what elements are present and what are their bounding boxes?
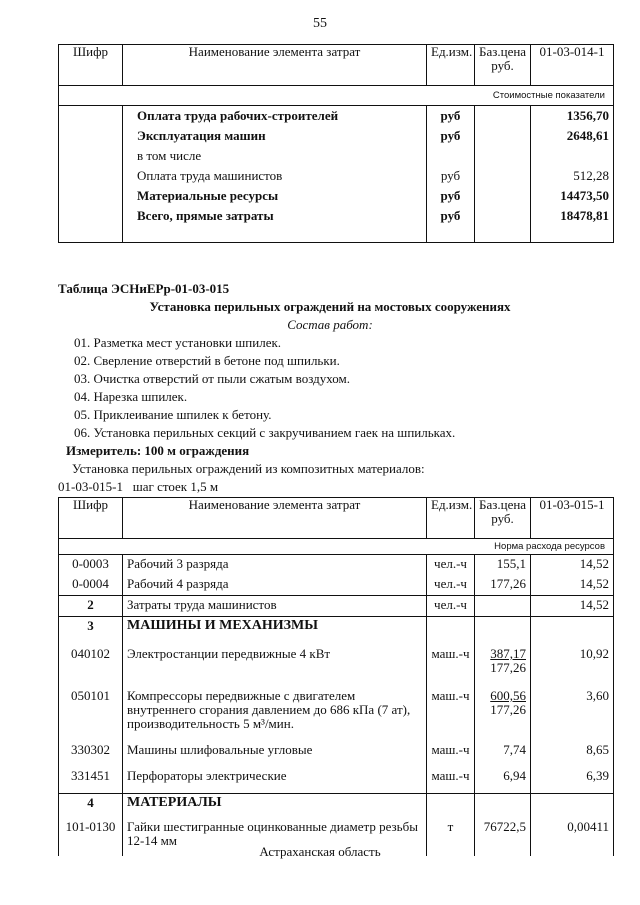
code-cell <box>59 126 123 146</box>
value-cell: 1356,70 <box>531 106 614 127</box>
subheader-label: Норма расхода ресурсов <box>59 539 614 555</box>
unit-cell: руб <box>427 126 475 146</box>
price-cell <box>475 794 531 819</box>
table-header <box>59 498 614 539</box>
resource-value: 14,52 <box>531 555 614 576</box>
code-cell <box>59 106 123 127</box>
resource-name: Машины шлифовальные угловые <box>123 741 427 767</box>
resource-name: Перфораторы электрические <box>123 767 427 794</box>
measure-unit: Измеритель: 100 м ограждения <box>66 443 250 458</box>
col-name-header: Наименование элемента затрат <box>123 45 427 86</box>
col-unit-header: Ед.изм. <box>427 498 475 539</box>
base-price: 177,26 <box>490 576 526 591</box>
work-item: 05. Приклеивание шпилек к бетону. <box>74 407 272 422</box>
base-price: 600,56 <box>490 688 526 703</box>
resource-value <box>531 794 614 819</box>
value-cell <box>531 146 614 166</box>
table-row <box>59 687 614 741</box>
table-row <box>59 126 614 146</box>
resource-name: МАТЕРИАЛЫ <box>123 794 427 819</box>
resource-name: Гайки шестигранные оцинкованные диаметр резьбы 12-14 мм <box>123 818 427 856</box>
table-row <box>59 146 614 166</box>
value-cell: 14473,50 <box>531 186 614 206</box>
table-row <box>59 555 614 576</box>
table-row <box>59 596 614 617</box>
table-row <box>59 226 614 243</box>
description: Установка перильных ограждений из композитных материалов: <box>72 461 425 476</box>
resource-code: 0-0004 <box>59 575 123 596</box>
base-price: 387,17 <box>490 646 526 661</box>
name-cell: Эксплуатация машин <box>123 126 427 146</box>
resource-code: 2 <box>59 596 123 617</box>
resource-value: 6,39 <box>531 767 614 794</box>
resource-name: МАШИНЫ И МЕХАНИЗМЫ <box>123 617 427 646</box>
cost-table <box>58 44 614 243</box>
subheader-row <box>59 86 614 106</box>
price-cell <box>475 575 531 596</box>
unit-cell: руб <box>427 186 475 206</box>
resource-unit <box>427 794 475 819</box>
price-cell <box>475 166 531 186</box>
resource-value: 10,92 <box>531 645 614 687</box>
resource-value: 8,65 <box>531 741 614 767</box>
table-row <box>59 645 614 687</box>
name-cell: Всего, прямые затраты <box>123 206 427 226</box>
resource-name: Рабочий 3 разряда <box>123 555 427 576</box>
subheader-label: Стоимостные показатели <box>59 86 614 106</box>
table-row <box>59 575 614 596</box>
resource-name: Электростанции передвижные 4 кВт <box>123 645 427 687</box>
resource-unit: маш.-ч <box>427 767 475 794</box>
value-cell: 512,28 <box>531 166 614 186</box>
resources-table-body <box>59 555 614 857</box>
base-price: 76722,5 <box>483 819 526 834</box>
resource-code: 050101 <box>59 687 123 741</box>
code-cell <box>59 146 123 166</box>
resource-unit: маш.-ч <box>427 741 475 767</box>
table-row <box>59 767 614 794</box>
col-code-header: Шифр <box>59 498 123 539</box>
section-row <box>59 617 614 646</box>
price-cell <box>475 186 531 206</box>
unit-cell: руб <box>427 166 475 186</box>
name-cell: Оплата труда рабочих-строителей <box>123 106 427 127</box>
base-price: 155,1 <box>496 556 526 571</box>
price-cell <box>475 146 531 166</box>
resource-name: Затраты труда машинистов <box>123 596 427 617</box>
base-price-secondary: 177,26 <box>490 660 526 675</box>
work-item: 06. Установка перильных секций с закручиванием гаек на шпильках. <box>74 425 456 440</box>
empty-cell <box>59 226 123 243</box>
table-row <box>59 741 614 767</box>
resource-name: Компрессоры передвижные с двигателем внутреннего сгорания давлением до 686 кПа (7 ат), производительность 5 м³/мин. <box>123 687 427 741</box>
empty-cell <box>123 226 427 243</box>
col-price-header: Баз.цена руб. <box>475 498 531 539</box>
resource-value: 14,52 <box>531 575 614 596</box>
base-price: 7,74 <box>503 742 526 757</box>
unit-cell <box>427 146 475 166</box>
resource-unit: чел.-ч <box>427 575 475 596</box>
col-unit-header: Ед.изм. <box>427 45 475 86</box>
resource-value: 14,52 <box>531 596 614 617</box>
value-cell: 18478,81 <box>531 206 614 226</box>
price-cell <box>475 741 531 767</box>
resource-unit: чел.-ч <box>427 596 475 617</box>
code-line: 01-03-015-1 шаг стоек 1,5 м <box>58 479 219 494</box>
table-row <box>59 106 614 127</box>
col-code-id-header: 01-03-015-1 <box>531 498 614 539</box>
price-cell <box>475 206 531 226</box>
resource-code: 330302 <box>59 741 123 767</box>
price-cell <box>475 687 531 741</box>
resource-code: 040102 <box>59 645 123 687</box>
composition-label: Состав работ: <box>287 317 373 332</box>
subheader-row <box>59 539 614 555</box>
resources-table <box>58 497 614 856</box>
price-cell <box>475 767 531 794</box>
resource-code: 3 <box>59 617 123 646</box>
empty-cell <box>475 226 531 243</box>
table-row <box>59 206 614 226</box>
price-cell <box>475 555 531 576</box>
resource-code: 0-0003 <box>59 555 123 576</box>
table-header <box>59 45 614 86</box>
empty-cell <box>531 226 614 243</box>
empty-cell <box>427 226 475 243</box>
resource-unit: маш.-ч <box>427 645 475 687</box>
unit-cell: руб <box>427 206 475 226</box>
code-cell <box>59 186 123 206</box>
resource-code: 101-0130 <box>59 818 123 856</box>
value-cell: 2648,61 <box>531 126 614 146</box>
work-item: 02. Сверление отверстий в бетоне под шпильки. <box>74 353 340 368</box>
resource-unit: чел.-ч <box>427 555 475 576</box>
col-code-id-header: 01-03-014-1 <box>531 45 614 86</box>
work-item: 03. Очистка отверстий от пыли сжатым воздухом. <box>74 371 350 386</box>
table-row <box>59 186 614 206</box>
work-item: 01. Разметка мест установки шпилек. <box>74 335 282 350</box>
code-cell <box>59 206 123 226</box>
resource-value: 3,60 <box>531 687 614 741</box>
table-row <box>59 166 614 186</box>
name-cell: в том числе <box>123 146 427 166</box>
resource-name: Рабочий 4 разряда <box>123 575 427 596</box>
resource-value: 0,00411 <box>531 818 614 856</box>
name-cell: Оплата труда машинистов <box>123 166 427 186</box>
resource-unit: маш.-ч <box>427 687 475 741</box>
work-item: 04. Нарезка шпилек. <box>74 389 188 404</box>
price-cell <box>475 126 531 146</box>
page-number: 55 <box>313 16 327 31</box>
col-price-header: Баз.цена руб. <box>475 45 531 86</box>
cost-table-body <box>59 106 614 243</box>
base-price-secondary: 177,26 <box>490 702 526 717</box>
table-subtitle: Установка перильных ограждений на мостовых сооружениях <box>149 299 511 314</box>
name-cell: Материальные ресурсы <box>123 186 427 206</box>
col-code-header: Шифр <box>59 45 123 86</box>
resource-unit <box>427 617 475 646</box>
resource-code: 331451 <box>59 767 123 794</box>
resource-value <box>531 617 614 646</box>
unit-cell: руб <box>427 106 475 127</box>
footer-region: Астраханская область <box>259 844 381 859</box>
price-cell <box>475 106 531 127</box>
price-cell <box>475 596 531 617</box>
resource-code: 4 <box>59 794 123 819</box>
table-title: Таблица ЭСНиЕРр-01-03-015 <box>58 281 230 296</box>
code-cell <box>59 166 123 186</box>
base-price: 6,94 <box>503 768 526 783</box>
resource-unit: т <box>427 818 475 856</box>
section-row <box>59 794 614 819</box>
col-name-header: Наименование элемента затрат <box>123 498 427 539</box>
price-cell <box>475 645 531 687</box>
price-cell <box>475 617 531 646</box>
